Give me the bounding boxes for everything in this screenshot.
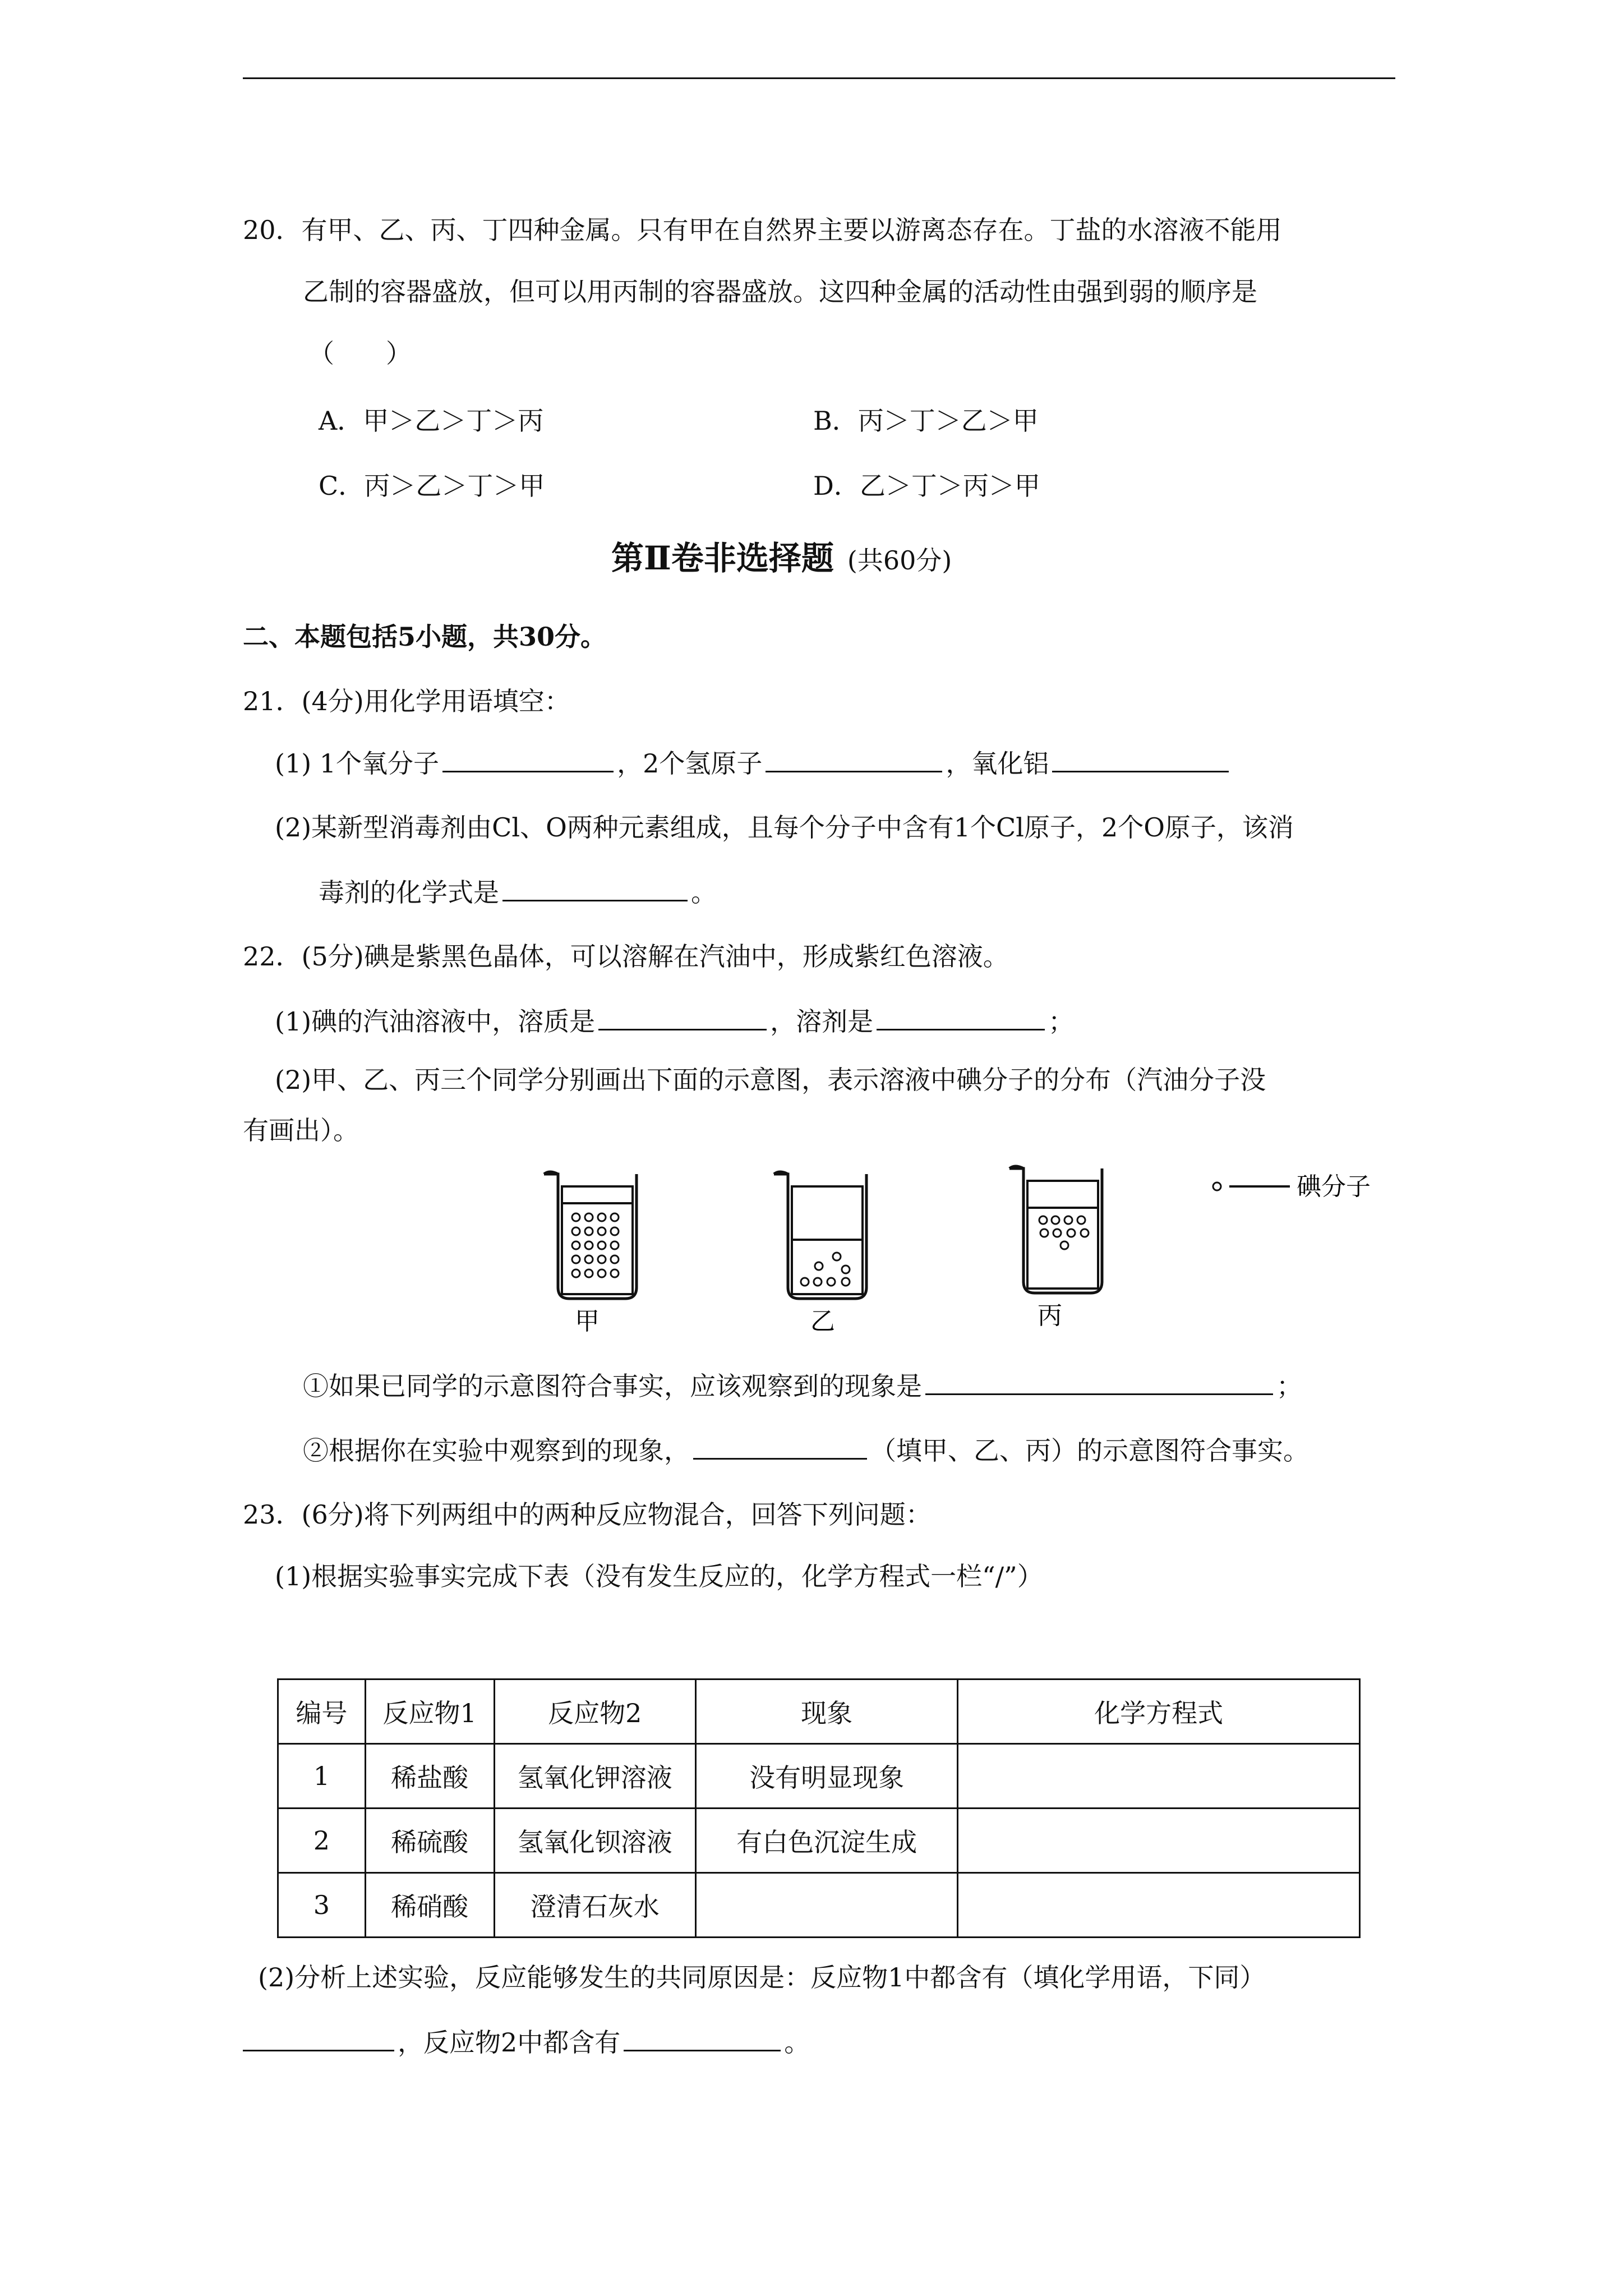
table-cell: 3 (278, 1873, 366, 1938)
label-jia: 甲 (575, 1307, 600, 1332)
section-header: 二、本题包括5小题，共30分。 (243, 622, 607, 652)
q21-p2-end: 。 (691, 877, 717, 908)
q22-s2-text-a: ②根据你在实验中观察到的现象， (303, 1435, 690, 1466)
q21-stem: 21．(4分)用化学用语填空： (243, 686, 570, 716)
section-subtitle: (共60分) (847, 545, 952, 576)
label-bing: 丙 (1038, 1301, 1062, 1330)
header-cell: 现象 (695, 1680, 957, 1744)
q20-line1: 20．有甲、乙、丙、丁四种金属。只有甲在自然界主要以游离态存在。丁盐的水溶液不能用 (243, 215, 1282, 245)
table-row (278, 1809, 1360, 1873)
header-cell: 化学方程式 (958, 1680, 1360, 1744)
q22-stem: 22．(5分)碘是紫黑色晶体，可以溶解在汽油中，形成紫红色溶液。 (243, 941, 1009, 972)
q22-s1-end: ； (1276, 1371, 1302, 1401)
legend-molecule-icon (1213, 1182, 1221, 1190)
table-cell: 稀硫酸 (365, 1809, 494, 1873)
q21-p2-text: 毒剂的化学式是 (319, 877, 499, 908)
answer-blank[interactable] (877, 1004, 1045, 1030)
header-cell: 编号 (278, 1680, 366, 1744)
q21-part2-line1: (2)某新型消毒剂由Cl、O两种元素组成，且每个分子中含有1个Cl原子，2个O原子，该消 (275, 812, 1294, 843)
beaker-jia (544, 1172, 637, 1299)
beakers-figure (538, 1164, 1402, 1332)
q22-p1-end: ； (1048, 1006, 1075, 1037)
q21-part1 (275, 746, 1232, 780)
table-cell: 2 (278, 1809, 366, 1873)
answer-blank[interactable] (925, 1369, 1273, 1395)
answer-blank[interactable] (1052, 746, 1229, 772)
q22-p1-text-a: (1)碘的汽油溶液中，溶质是 (275, 1006, 596, 1037)
q22-sub2 (303, 1433, 1309, 1467)
answer-blank[interactable] (766, 746, 942, 772)
equation-answer-cell[interactable] (958, 1809, 1360, 1873)
q22-p1-text-b: ，溶剂是 (770, 1006, 874, 1037)
q21-part2-line2 (319, 875, 717, 909)
q20-option-a: A．甲＞乙＞丁＞丙 (319, 406, 544, 436)
table-cell: 1 (278, 1744, 366, 1809)
legend (1213, 1172, 1371, 1201)
legend-label: 碘分子 (1297, 1172, 1371, 1201)
reaction-table (277, 1678, 1361, 1938)
equation-answer-cell[interactable] (958, 1744, 1360, 1809)
table-cell: 稀硝酸 (365, 1873, 494, 1938)
iodine-molecules-bing (1039, 1216, 1089, 1249)
q20-line2: 乙制的容器盛放，但可以用丙制的容器盛放。这四种金属的活动性由强到弱的顺序是 (303, 277, 1257, 307)
q22-s2-text-b: （填甲、乙、丙）的示意图符合事实。 (870, 1435, 1309, 1466)
table-header-row (278, 1680, 1360, 1744)
section-title (611, 541, 952, 577)
header-rule (243, 77, 1395, 79)
answer-blank[interactable] (243, 2025, 394, 2051)
q22-sub1 (303, 1369, 1302, 1403)
q23-part2-line2 (243, 2025, 810, 2059)
q20-option-d: D．乙＞丁＞丙＞甲 (813, 471, 1040, 501)
q23-p2-text-b: ，反应物2中都含有 (398, 2027, 621, 2058)
table-row (278, 1744, 1360, 1809)
q22-part2-line2: 有画出）。 (243, 1115, 359, 1145)
beaker-bing (1009, 1166, 1102, 1293)
q22-part2-line1: (2)甲、乙、丙三个同学分别画出下面的示意图，表示溶液中碘分子的分布（汽油分子没 (275, 1065, 1266, 1095)
q22-part1 (275, 1004, 1074, 1038)
q21-p1-text-a: (1) 1个氧分子 (275, 748, 440, 779)
iodine-molecules-yi (801, 1253, 850, 1286)
equation-answer-cell[interactable] (958, 1873, 1360, 1938)
iodine-molecules-jia (572, 1213, 619, 1277)
answer-blank[interactable] (502, 875, 688, 901)
header-cell: 反应物2 (494, 1680, 695, 1744)
section-title-text: 第Ⅱ卷非选择题 (611, 539, 834, 577)
q21-p1-text-c: ，氧化铝 (946, 748, 1049, 779)
q21-p1-text-b: ，2个氢原子 (617, 748, 763, 779)
q23-stem: 23．(6分)将下列两组中的两种反应物混合，回答下列问题： (243, 1499, 932, 1530)
label-yi: 乙 (810, 1307, 835, 1332)
q23-p2-end: 。 (784, 2027, 810, 2058)
q20-option-b: B．丙＞丁＞乙＞甲 (813, 406, 1039, 436)
beaker-yi (774, 1172, 866, 1299)
table-cell: 氢氧化钡溶液 (494, 1809, 695, 1873)
answer-blank[interactable] (693, 1433, 867, 1460)
phenomenon-answer-cell[interactable] (695, 1873, 957, 1938)
table-row (278, 1873, 1360, 1938)
table-cell: 澄清石灰水 (494, 1873, 695, 1938)
answer-blank[interactable] (624, 2025, 781, 2051)
answer-blank[interactable] (442, 746, 614, 772)
table-cell: 稀盐酸 (365, 1744, 494, 1809)
q23-part2-line1: (2)分析上述实验，反应能够发生的共同原因是：反应物1中都含有（填化学用语，下同） (258, 1962, 1266, 1993)
q20-paren: （ ） (308, 338, 412, 369)
q23-part1: (1)根据实验事实完成下表（没有发生反应的，化学方程式一栏“/”） (275, 1561, 1043, 1591)
q22-s1-text: ①如果已同学的示意图符合事实，应该观察到的现象是 (303, 1371, 922, 1401)
table-cell: 没有明显现象 (695, 1744, 957, 1809)
q20-option-c: C．丙＞乙＞丁＞甲 (319, 471, 545, 501)
table-cell: 氢氧化钾溶液 (494, 1744, 695, 1809)
table-cell: 有白色沉淀生成 (695, 1809, 957, 1873)
header-cell: 反应物1 (365, 1680, 494, 1744)
answer-blank[interactable] (598, 1004, 767, 1030)
